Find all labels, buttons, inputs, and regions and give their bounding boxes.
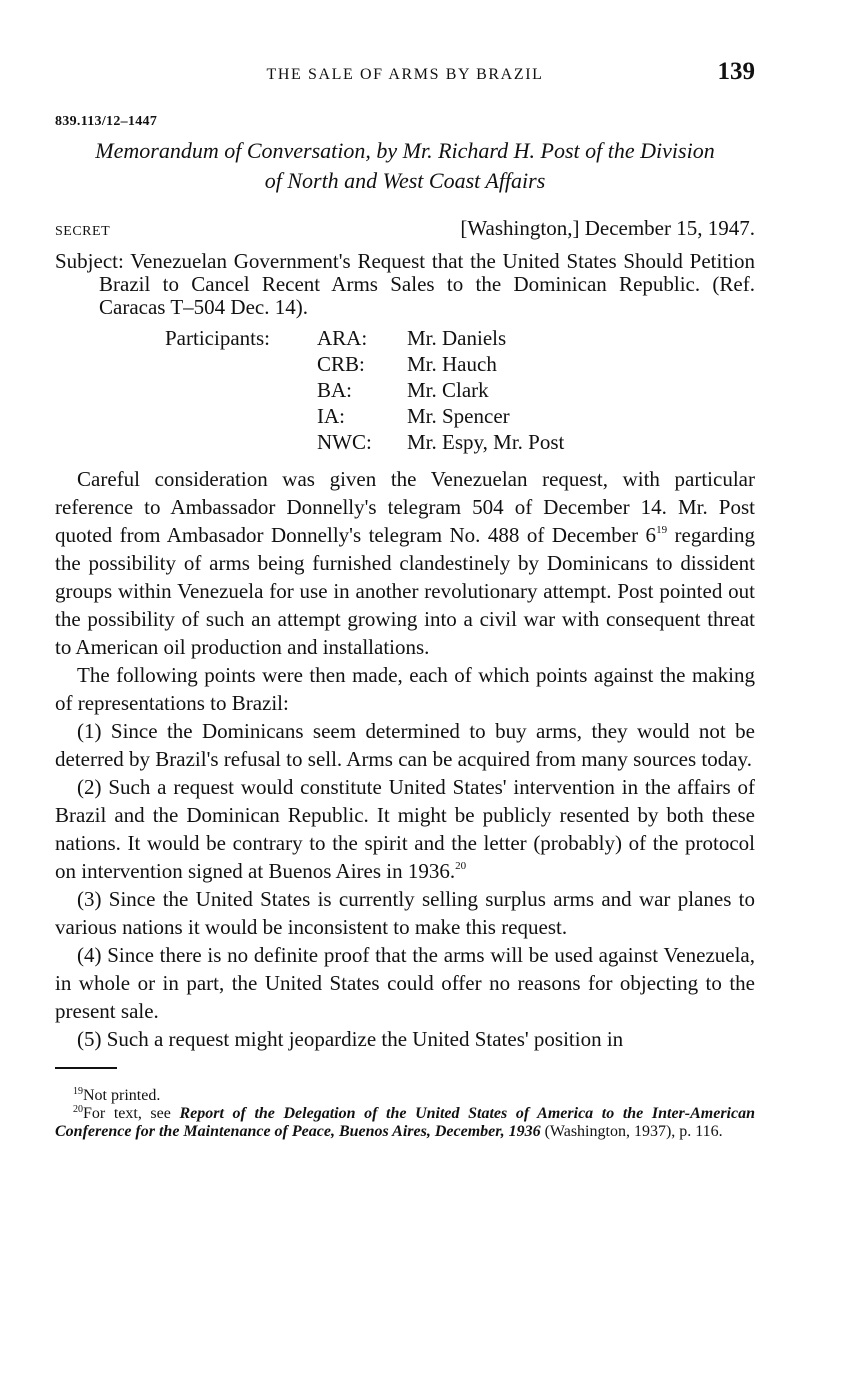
footnotes <box>55 1087 755 1141</box>
participant-office: IA: <box>317 404 345 428</box>
memo-title-line-1: Memorandum of Conversation, by Mr. Richard H. Post of the Division <box>95 138 715 163</box>
page-number: 139 <box>717 58 755 85</box>
paragraph-text: regarding the possibility of arms being furnished clandestinely by Dominicans to dissident groups within Venezuela for use in another revolutionary attempt. Post pointed out the possibility of such an attempt growing into a civil war with consequent threat to American oil production and installations. <box>55 523 755 659</box>
participant-row <box>165 351 564 377</box>
footnote-text: Not printed. <box>83 1087 161 1104</box>
body-paragraph <box>55 465 755 661</box>
footnote-ref[interactable]: 19 <box>656 524 668 536</box>
subject-line: Subject: Venezuelan Government's Request that the United States Should Petition Brazil to Cancel Recent Arms Sales to the Dominican Republic. (Ref. Caracas T–504 Dec. 14). <box>55 249 755 319</box>
footnote-number: 19 <box>73 1086 83 1097</box>
participants-table <box>165 325 564 455</box>
body-paragraph: (4) Since there is no definite proof that the arms will be used against Venezuela, in whole or in part, the United States could offer no reasons for objecting to the present sale. <box>55 943 755 1023</box>
memo-title <box>55 136 755 196</box>
body-paragraph: (3) Since the United States is currently selling surplus arms and war planes to various nations it would be inconsistent to make this request. <box>55 887 755 939</box>
footnote-text: (Washington, 1937), p. 116. <box>540 1123 723 1140</box>
participant-row <box>165 377 564 403</box>
running-header <box>55 58 755 94</box>
participants-label: Participants: <box>165 326 270 350</box>
body-paragraph: (1) Since the Dominicans seem determined to buy arms, they would not be deterred by Brazil's refusal to sell. Arms can be acquired from many sources today. <box>55 719 755 771</box>
memo-body <box>55 465 755 1053</box>
participant-row <box>165 403 564 429</box>
footnote-19 <box>55 1087 755 1105</box>
running-title: THE SALE OF ARMS BY BRAZIL <box>266 66 544 83</box>
footnote-20 <box>55 1105 755 1141</box>
participant-names: Mr. Clark <box>407 378 489 402</box>
footnote-report-title: Report of the Delegation of the United States of America to the Inter-American Conference for the Maintenance of Peace, Buenos Aires, December, 1936 <box>55 1105 755 1140</box>
date-location: [Washington,] December 15, 1947. <box>460 216 755 240</box>
paragraph-text: (2) Such a request would constitute United States' intervention in the affairs of Brazil and the Dominican Republic. It might be publicly resented by both these nations. It would be contrary to the spirit and the letter (probably) of the protocol on intervention signed at Buenos Aires in 1936. <box>55 775 755 883</box>
memo-title-line-2: of North and West Coast Affairs <box>264 168 546 193</box>
participant-office: BA: <box>317 378 353 402</box>
participant-row <box>165 325 564 351</box>
footnote-ref[interactable]: 20 <box>455 860 467 872</box>
body-paragraph: (5) Such a request might jeopardize the United States' position in <box>77 1027 624 1051</box>
participant-names: Mr. Spencer <box>407 404 510 428</box>
file-number: 839.113/12–1447 <box>55 114 158 129</box>
footnote-divider <box>55 1067 117 1069</box>
participant-names: Mr. Hauch <box>407 352 497 376</box>
paragraph-text: Careful consideration was given the Venezuelan request, with particular reference to Ambassador Donnelly's telegram 504 of December 14. Mr. Post quoted from Ambasador Donnelly's telegram No. 488 of December 6 <box>55 467 755 547</box>
participant-names: Mr. Espy, Mr. Post <box>407 430 565 454</box>
participant-office: CRB: <box>317 352 365 376</box>
classification-label: SECRET <box>55 224 111 239</box>
participant-office: ARA: <box>317 326 368 350</box>
participant-names: Mr. Daniels <box>407 326 507 350</box>
participant-row <box>165 429 564 455</box>
footnote-number: 20 <box>73 1104 83 1115</box>
participant-office: NWC: <box>317 430 372 454</box>
document-page <box>55 58 755 1141</box>
body-paragraph <box>55 773 755 885</box>
footnote-text: For text, see <box>83 1105 180 1122</box>
body-paragraph: The following points were then made, each of which points against the making of representations to Brazil: <box>55 663 755 715</box>
dateline <box>55 216 755 246</box>
